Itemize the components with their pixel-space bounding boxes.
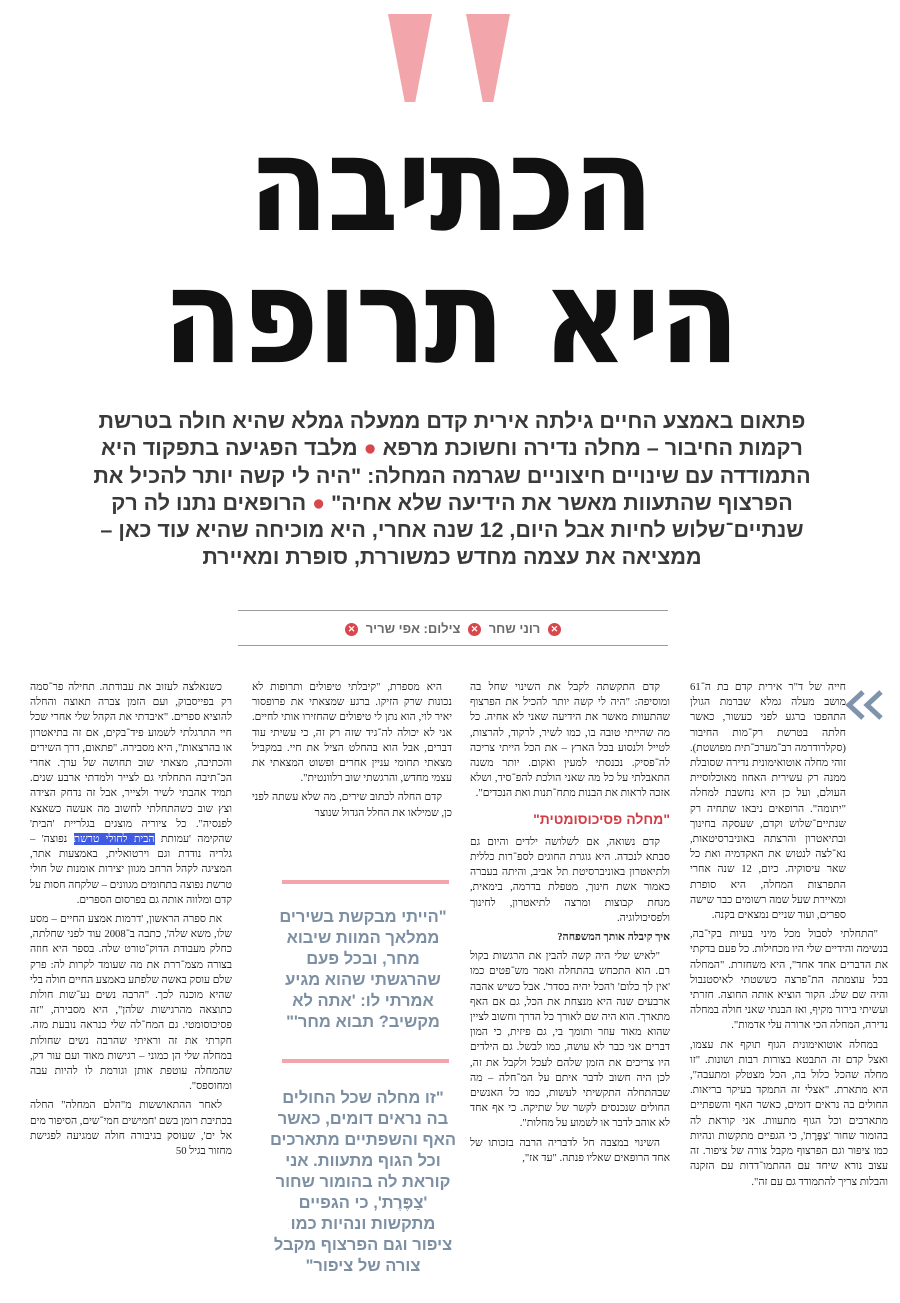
paragraph-text: נפוצה' – גלריה נודדת וגם וירטואלית, באמצעות אתר, המציגה לקהל הרחב מגוון יצירות אומנות של חולי טרשת נפוצה בתחומים מגוונים – שלקחה חסות על קדם ומלווה אותה גם בפרסום הספרים. xyxy=(30,833,232,906)
article-subheadline xyxy=(92,408,812,572)
subheadline-part-1: פתאום באמצע החיים גילתה אירית קדם ממעלה גמלא שהיא חולה בטרשת רקמות החיבור – מחלה נדירה וחשוכת מרפא xyxy=(98,409,806,461)
byline-author: רוני שחר xyxy=(488,621,541,636)
paragraph: קדם התקשתה לקבל את השינוי שחל בה ומוסיפה: "היה לי קשה יותר להכיל את הפרצוף שהתעוות מאשר את הידיעה שאני לא אחיה. כל מה שהייתי טובה בו, כמו לשיר, לרקוד, להרצות, לטייל ולנסוע בכל הארץ – את הכל הייתי צריכה לה־פסיק. נכנסתי למעין ואקום. יותר משנה התאבלתי על כל מה שאני הולכת להפ־סיד, ושלא אזכה לראות את הבנות מתח־תנות ואת הנכדים". xyxy=(470,681,670,800)
question-heading: איך קיבלה אותך המשפחה? xyxy=(557,931,670,944)
quote-mark-right xyxy=(466,14,510,102)
pullquote-2: "זו מחלה שכל החולים בה נראים דומים, כאשר האף והשפתיים מתארכים וכל הגוף מתעוות. אני קוראת לה בהומור שחור 'צַפֶּרֶת', כי הגפיים מתקשות ונהיות כמו ציפור וגם הפרצוף מקבל צורה של ציפור" xyxy=(270,1089,456,1275)
paragraph: לאחר ההתאוששות מ"הלם המחלה" החלה בכתיבת רומן בשם 'חמישים חמי־שים, הסיפור מים אל ים', שעוסק בגיבורה חולה שמגיעה לפגישת מחזור בגיל 50 xyxy=(30,1099,232,1158)
section-heading: "מחלה פסיכוסומטית" xyxy=(533,810,670,827)
paragraph-text: כשנאלצה לעזוב את עבודתה. תחילה פר־סמה רק בפייסבוק, ועם הזמן צברה תאוצה והחלה להוציא ספרים. "איבדתי את הקהל שלי אחרי שכל חיי התרגלתי לשמוע פיד־בקים, אם זה בתיאטרון או בהרצאות", היא מסבירה. "פתאום, דרך השירים והכתיבה, מצאתי שוב תחושה של ערך. אחרי הכ־תיבה התחלתי גם לצייר ולמדתי ארבע שנים. תמיד אהבתי לשיר ולצייר, אבל זה נדחק הצידה וצץ שוב כשהתחלתי לחשוב מה אעשה כשאצא לפנסיה". כל ציוריה מוצגים בגלריית 'הבית' שהקימה 'עמותת xyxy=(30,681,232,846)
pullquote-rule xyxy=(282,880,449,884)
paragraph: קדם נשואה, אם לשלושה ילדים והיום גם סבתא לנכדה. היא גוגרת החוגים לספ־רות כללית ולתיאטרון באוניברסיטת תל אביב, והיתה בעברה כאמור אשת חינוך, מטפלת בדרמה, בימאית, מנחת קבוצות ומרצה לתיאטרון, לחינוך ולפסיכולוגיה. xyxy=(470,835,670,924)
close-circle-icon: ✕ xyxy=(548,623,561,636)
bullet-dot: ● xyxy=(363,436,377,461)
byline-bottom-rule xyxy=(238,645,668,646)
close-circle-icon: ✕ xyxy=(345,623,358,636)
byline-photo-credit: צילום: אפי שריר xyxy=(365,621,461,636)
article-column-1 xyxy=(690,680,888,1280)
article-column-4 xyxy=(30,680,232,1280)
headline-line-1: הכתיבה xyxy=(247,106,653,262)
paragraph xyxy=(30,680,232,908)
paragraph: במחלה אוטואימונית הגוף תוקף את עצמו, ואצל קדם זה התבטא בצורות רבות ושונות. "זו מחלה שהכל כלול בה, הכל מצטלק ומתעבה", היא מתארת. "אצלי זה התמקד בעיקר בריאות. החולים בה נראים דומים, כאשר האף והשפתיים מתארכים וכל הגוף מתעוות. אני קוראת לה בהומור שחור 'צַפֶּרֶת', כי הגפיים מתקשות ונהיות כמו ציפור וגם הפרצוף מקבל צורה של ציפור. זה עצוב נורא שיחד עם ההתמו־דדות עם הזקנה והבלות צריך להתמודד גם עם זה". xyxy=(690,1038,888,1188)
paragraph: חייה של ד"ר אירית קדם בת ה־61 מושב מעלה גמלא שברמת הגולן התהפכו ברגע לפני כעשור, כאשר חלתה בטרשת רק־מות החיבור (סקלרודרמה רב־מערכ־תית מפושטת). זוהי מחלה אוטואימונית נדירה שסובלת ממנה רק עשירית האחוז מאוכלוסיית העולם, ועל כן היא נחשבת למחלה "יתומה". הרופאים ניבאו שתחיה רק שנתיים־שלוש וקדם, שעסקה בחינוך ובתיאטרון והרצתה באוניברסיטאות, נא־לצה לנטוש את האקדמיה ואת כל שאר עיסוקיה. כיום, 12 שנה אחרי התפרצות המחלה, היא סופרת ומאיירת שעל שמה רשומים כבר שישה ספרים, ועוד שניים נמצאים בקנה. xyxy=(690,681,847,922)
subheadline-part-2: מלבד הפגיעה בתפקוד היא התמודדה עם שינויים חיצוניים שגרמה המחלה: "היה לי קשה יותר להכיל את הפרצוף שהתעוות מאשר את הידיעה שלא אחיה" xyxy=(93,436,811,515)
bullet-dot: ● xyxy=(312,490,326,515)
headline-line-2: היא תרופה xyxy=(162,238,738,394)
decorative-quote-marks xyxy=(388,14,516,106)
paragraph: היא מספרת, "קיבלתי טיפולים ותרופות לא נכונות שרק הזיקו. ברגע שמצאתי את פרופסור יאיר לוי, הוא נתן לי טיפולים שהחזירו אותי לחיים. אני לא יכולה לה־גיד שזה רק זה, כי עשיתי עוד דברים, אבל הוא בהחלט הציל את חיי. במקביל מצאתי תחומי עניין אחרים ופשוט המצאתי את עצמי מחדש, והרגשתי שוב רלוונטית". xyxy=(252,681,452,785)
article-column-2 xyxy=(470,680,670,1280)
byline-top-rule xyxy=(238,610,668,611)
paragraph: השינוי במצבה חל לדבריה הרבה בזכותו של אחד הרופאים שאליו פנתה. "עד אז", xyxy=(470,1136,670,1164)
paragraph: קדם החלה לכתוב שירים, מה שלא עשתה לפני כן, שמילאו את החלל הגדול שנוצר xyxy=(252,791,452,819)
article-headline xyxy=(60,106,840,394)
article-column-3 xyxy=(252,680,452,840)
close-circle-icon: ✕ xyxy=(468,623,481,636)
pullquote-1: "הייתי מבקשת בשירים ממלאך המוות שיבוא מחר, ובכל פעם שהרגשתי שהוא מגיע אמרתי לו: 'אתה לא מקשיב? תבוא מחר'" xyxy=(279,908,447,1031)
paragraph: "התחלתי לסבול מכל מיני בעיות בקי־בה, בנשימה והידיים שלי היו מכחילות. כל פעם בדקתי את הדברים אחד אחד", היא משחזרת. "המחלה בכל עוצמתה הת־פרצה כששטתי לאיסטנבול והיה שם שלג. הקור הוציא אותה החוצה. חזרתי ועשיתי בירור מקיף, ואז הבנתי שאני חולה במחלה נדירה, המחלה הכי ארורה עלי אדמות". xyxy=(690,928,888,1032)
paragraph: את ספרה הראשון, 'דרמות אמצע החיים – מסע שלו, משא שלה', כתבה ב־2008 עוד לפני שחלתה, כחלק מעבודת הדוק־טורט שלה. בספר היא חוזה בצורה מצמ־ררת את מה שעומד לקרות לה: פרק שלם עוסק באשה שלפתע באמצע החיים חולה בלי שהיא מוכנה לכך. "הרבה נשים נע־שות חולות כתוצאה מהרגישות שלהן", היא מסבירה, "זה פסיכוסומטי. גם המח־לה שלי כנראה נובעת מזה. חקרתי את זה וראיתי שהרבה נשים שחולות במחלה שלי הן כמוני – רגישות מאוד ועם עור דק, שהמחלה עוטפת אותן וגורמת לו להיות עבה ומחוספס". xyxy=(30,913,232,1093)
subheadline-part-3: הרופאים נתנו לה רק שנתיים־שלוש לחיות אבל היום, 12 שנה אחרי, היא מוכיחה שהיא עוד כאן – ממציאה את עצמה מחדש כמשוררת, סופרת ומאיירת xyxy=(100,490,804,570)
byline xyxy=(238,621,668,636)
quote-mark-left xyxy=(388,14,432,102)
pullquote-rule xyxy=(282,1059,449,1063)
selected-text-highlight[interactable]: הבית לחולי טרשת xyxy=(73,833,155,846)
paragraph: "לאיש שלי היה קשה להבין את הרגשות בקול רם. הוא התכחש בהתחלה ואמר מש־פטים כמו 'אין לך כלום' ו'הכל יהיה בסדר'. אבל כשיש אהבה ארבעים שנה היא מנצחת את הכל, גם אם האף מתארך. הוא היה שם לאורך כל הדרך וחשוב לציין שהוא מאוד עוזר ותומך בי, גם פיזית, כי המון דברים אני כבר לא עושה, כמו לבשל. גם הילדים היו צריכים את הזמן שלהם לעכל ולקבל את זה, לכן היה חשוב לדבר איתם על המ־חלה – מה שבהתחלה התקשיתי לעשות, כמו כל האנשים החולים שנכנסים לקשר של שתיקה. כי אף אחד לא אוהב לדבר או לשמוע על מחלות". xyxy=(470,950,670,1130)
